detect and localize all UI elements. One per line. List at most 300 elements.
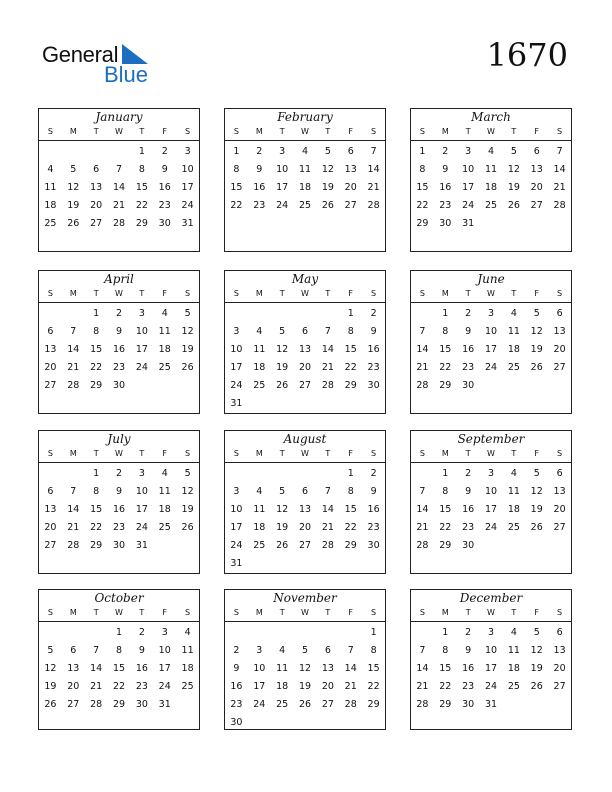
day-grid bbox=[411, 141, 571, 233]
day-cell bbox=[548, 215, 571, 233]
day-cell: 28 bbox=[321, 380, 334, 391]
day-cell: 27 bbox=[553, 681, 566, 692]
day-cell: 11 bbox=[276, 663, 289, 674]
day-cell bbox=[339, 395, 362, 413]
day-cell: 15 bbox=[439, 663, 452, 674]
month-november bbox=[224, 589, 386, 730]
weekday-header: M bbox=[255, 608, 263, 617]
day-cell: 30 bbox=[230, 717, 243, 728]
day-cell bbox=[62, 305, 85, 323]
weekday-header: M bbox=[441, 127, 449, 136]
day-cell: 11 bbox=[253, 504, 266, 515]
day-cell: 29 bbox=[439, 540, 452, 551]
day-cell bbox=[85, 624, 108, 642]
day-cell: 19 bbox=[276, 362, 289, 373]
day-cell: 2 bbox=[465, 627, 472, 638]
day-cell bbox=[548, 696, 571, 714]
day-cell bbox=[62, 143, 85, 161]
week-row bbox=[225, 696, 385, 714]
week-row bbox=[39, 143, 199, 161]
week-row bbox=[411, 678, 571, 696]
week-row bbox=[39, 642, 199, 660]
weekday-header: T bbox=[93, 449, 99, 458]
weekday-header: F bbox=[348, 449, 354, 458]
weekday-header-row bbox=[225, 126, 385, 141]
week-row bbox=[411, 642, 571, 660]
day-cell: 5 bbox=[510, 146, 517, 157]
day-cell: 11 bbox=[507, 326, 520, 337]
week-row bbox=[411, 483, 571, 501]
day-cell: 25 bbox=[158, 362, 171, 373]
week-row bbox=[225, 660, 385, 678]
week-row bbox=[39, 215, 199, 233]
day-cell: 7 bbox=[419, 326, 426, 337]
day-cell: 17 bbox=[181, 182, 194, 193]
day-cell bbox=[271, 714, 294, 732]
week-row bbox=[411, 660, 571, 678]
weekday-header: T bbox=[511, 608, 517, 617]
day-cell: 1 bbox=[138, 146, 145, 157]
day-cell: 17 bbox=[253, 681, 266, 692]
day-cell: 27 bbox=[553, 522, 566, 533]
weekday-header: S bbox=[419, 608, 425, 617]
day-cell: 22 bbox=[230, 200, 243, 211]
weekday-header: W bbox=[115, 608, 123, 617]
weekday-header: S bbox=[47, 449, 53, 458]
day-cell: 28 bbox=[553, 200, 566, 211]
day-cell: 5 bbox=[279, 326, 286, 337]
day-cell: 31 bbox=[135, 540, 148, 551]
day-cell: 17 bbox=[158, 663, 171, 674]
day-cell: 5 bbox=[301, 645, 309, 656]
day-cell: 15 bbox=[439, 504, 452, 515]
weekday-header: T bbox=[93, 608, 99, 617]
day-cell: 21 bbox=[344, 681, 357, 692]
day-cell: 27 bbox=[90, 218, 103, 229]
weekday-header: S bbox=[233, 289, 239, 298]
weekday-header: M bbox=[255, 449, 263, 458]
day-cell: 19 bbox=[298, 681, 312, 692]
weekday-header: T bbox=[511, 449, 517, 458]
day-cell: 20 bbox=[553, 344, 566, 355]
day-cell: 12 bbox=[181, 326, 194, 337]
week-row bbox=[39, 465, 199, 483]
day-cell: 18 bbox=[276, 681, 289, 692]
day-cell: 14 bbox=[344, 663, 357, 674]
month-april bbox=[38, 270, 200, 414]
day-cell: 12 bbox=[321, 164, 334, 175]
day-cell: 12 bbox=[507, 164, 520, 175]
flag-icon bbox=[122, 44, 148, 64]
week-row bbox=[39, 359, 199, 377]
day-cell: 14 bbox=[416, 344, 429, 355]
weekday-header: S bbox=[233, 127, 239, 136]
day-cell: 1 bbox=[442, 308, 449, 319]
day-cell: 23 bbox=[462, 362, 475, 373]
day-cell: 13 bbox=[344, 164, 357, 175]
day-cell bbox=[294, 465, 317, 483]
day-cell: 29 bbox=[439, 699, 452, 710]
day-cell: 7 bbox=[324, 486, 331, 497]
day-cell: 10 bbox=[230, 504, 243, 515]
day-cell: 16 bbox=[112, 344, 126, 355]
day-cell: 22 bbox=[439, 522, 452, 533]
weekday-header: S bbox=[371, 449, 377, 458]
day-grid bbox=[39, 622, 199, 714]
weekday-header: S bbox=[557, 289, 563, 298]
day-cell: 28 bbox=[416, 540, 429, 551]
week-row bbox=[225, 519, 385, 537]
weekday-header: W bbox=[115, 449, 123, 458]
day-cell: 21 bbox=[67, 522, 80, 533]
day-cell: 31 bbox=[230, 398, 243, 409]
day-cell bbox=[316, 555, 339, 573]
day-cell: 16 bbox=[112, 504, 126, 515]
day-cell: 20 bbox=[67, 681, 80, 692]
day-cell: 6 bbox=[533, 146, 540, 157]
day-cell: 2 bbox=[465, 308, 472, 319]
weekday-header: M bbox=[69, 127, 77, 136]
day-cell: 6 bbox=[301, 326, 309, 337]
day-cell: 30 bbox=[135, 699, 148, 710]
brand-word-blue: Blue bbox=[104, 62, 149, 87]
month-name: August bbox=[283, 432, 327, 446]
day-cell: 8 bbox=[442, 326, 449, 337]
day-cell: 14 bbox=[67, 504, 80, 515]
weekday-header: W bbox=[487, 289, 495, 298]
weekday-header: S bbox=[233, 608, 239, 617]
day-cell: 6 bbox=[93, 164, 100, 175]
weekday-header: T bbox=[279, 289, 285, 298]
day-cell bbox=[271, 465, 294, 483]
week-row bbox=[39, 483, 199, 501]
day-cell: 3 bbox=[256, 645, 263, 656]
day-cell: 26 bbox=[276, 380, 289, 391]
day-cell: 29 bbox=[439, 380, 452, 391]
day-cell: 7 bbox=[93, 645, 100, 656]
day-cell: 28 bbox=[367, 200, 380, 211]
weekday-header-row bbox=[411, 448, 571, 463]
day-cell: 17 bbox=[462, 182, 475, 193]
day-cell: 14 bbox=[321, 504, 334, 515]
day-cell: 13 bbox=[553, 326, 566, 337]
month-name: March bbox=[471, 110, 511, 124]
day-cell: 20 bbox=[44, 362, 57, 373]
day-cell: 31 bbox=[462, 218, 475, 229]
day-cell bbox=[316, 465, 339, 483]
day-grid bbox=[225, 303, 385, 413]
weekday-header: S bbox=[557, 127, 563, 136]
day-cell: 3 bbox=[487, 468, 495, 479]
day-cell: 29 bbox=[416, 218, 429, 229]
weekday-header: M bbox=[69, 289, 77, 298]
day-cell bbox=[225, 305, 248, 323]
day-cell bbox=[108, 143, 131, 161]
day-cell: 20 bbox=[344, 182, 357, 193]
day-cell: 25 bbox=[181, 681, 194, 692]
day-cell: 30 bbox=[462, 540, 475, 551]
day-cell: 30 bbox=[367, 540, 380, 551]
calendar-grid bbox=[38, 108, 576, 732]
day-cell: 15 bbox=[230, 182, 243, 193]
day-cell: 20 bbox=[298, 522, 312, 533]
day-cell: 2 bbox=[370, 468, 377, 479]
day-cell: 26 bbox=[181, 362, 194, 373]
month-name: December bbox=[459, 591, 523, 605]
day-cell: 19 bbox=[530, 344, 543, 355]
day-cell bbox=[39, 305, 62, 323]
day-cell: 24 bbox=[484, 522, 498, 533]
day-cell: 12 bbox=[530, 326, 543, 337]
day-cell: 25 bbox=[158, 522, 171, 533]
day-cell: 9 bbox=[370, 326, 377, 337]
day-cell: 28 bbox=[67, 380, 80, 391]
day-cell: 10 bbox=[484, 486, 498, 497]
day-cell: 19 bbox=[67, 200, 80, 211]
weekday-header: F bbox=[162, 449, 168, 458]
day-cell bbox=[316, 714, 339, 732]
day-cell: 16 bbox=[367, 344, 380, 355]
week-row bbox=[39, 197, 199, 215]
day-cell bbox=[525, 537, 548, 555]
day-cell bbox=[502, 377, 525, 395]
day-cell: 2 bbox=[161, 146, 168, 157]
day-grid bbox=[411, 463, 571, 555]
week-row bbox=[411, 501, 571, 519]
day-cell: 10 bbox=[253, 663, 266, 674]
week-row bbox=[225, 714, 385, 732]
weekday-header: M bbox=[441, 289, 449, 298]
day-cell: 11 bbox=[507, 486, 520, 497]
day-cell bbox=[39, 465, 62, 483]
weekday-header: M bbox=[255, 289, 263, 298]
day-cell: 3 bbox=[138, 468, 145, 479]
day-cell: 15 bbox=[367, 663, 380, 674]
day-cell: 23 bbox=[158, 200, 171, 211]
day-cell bbox=[411, 624, 434, 642]
week-row bbox=[411, 377, 571, 395]
day-cell: 12 bbox=[530, 486, 543, 497]
day-cell: 18 bbox=[253, 522, 266, 533]
day-cell: 13 bbox=[298, 504, 312, 515]
day-cell: 1 bbox=[115, 627, 123, 638]
day-cell: 15 bbox=[416, 182, 429, 193]
day-cell bbox=[316, 305, 339, 323]
day-cell: 18 bbox=[507, 663, 520, 674]
day-cell: 21 bbox=[416, 522, 429, 533]
day-cell: 10 bbox=[484, 645, 498, 656]
day-cell: 26 bbox=[530, 681, 543, 692]
weekday-header: W bbox=[115, 289, 123, 298]
day-cell: 19 bbox=[44, 681, 57, 692]
day-cell: 17 bbox=[484, 344, 498, 355]
weekday-header-row bbox=[39, 288, 199, 303]
week-row bbox=[225, 537, 385, 555]
month-october bbox=[38, 589, 200, 730]
day-cell: 26 bbox=[507, 200, 520, 211]
day-cell: 12 bbox=[44, 663, 57, 674]
day-cell: 1 bbox=[370, 627, 377, 638]
weekday-header: T bbox=[279, 127, 285, 136]
day-cell: 11 bbox=[507, 645, 520, 656]
day-cell bbox=[153, 377, 176, 395]
day-cell: 18 bbox=[44, 200, 57, 211]
brand-logo bbox=[42, 42, 162, 88]
day-cell: 18 bbox=[484, 182, 498, 193]
day-cell: 16 bbox=[135, 663, 148, 674]
month-march bbox=[410, 108, 572, 252]
day-cell: 11 bbox=[158, 486, 171, 497]
day-cell: 18 bbox=[158, 504, 171, 515]
day-cell: 6 bbox=[301, 486, 309, 497]
day-cell: 9 bbox=[161, 164, 168, 175]
day-cell: 14 bbox=[553, 164, 566, 175]
day-cell: 1 bbox=[347, 308, 354, 319]
day-cell: 19 bbox=[181, 504, 194, 515]
day-cell: 19 bbox=[507, 182, 520, 193]
day-grid bbox=[39, 141, 199, 233]
weekday-header: S bbox=[185, 127, 191, 136]
day-cell: 29 bbox=[367, 699, 380, 710]
day-cell: 17 bbox=[276, 182, 289, 193]
day-cell bbox=[271, 395, 294, 413]
day-cell bbox=[316, 395, 339, 413]
day-cell: 23 bbox=[462, 522, 475, 533]
day-cell: 18 bbox=[253, 362, 266, 373]
day-cell bbox=[362, 714, 385, 732]
day-cell bbox=[362, 555, 385, 573]
week-row bbox=[225, 161, 385, 179]
day-cell: 17 bbox=[135, 344, 148, 355]
weekday-header: S bbox=[233, 449, 239, 458]
day-cell: 10 bbox=[462, 164, 475, 175]
day-cell: 27 bbox=[298, 380, 312, 391]
month-january bbox=[38, 108, 200, 252]
month-august bbox=[224, 430, 386, 574]
day-cell: 5 bbox=[533, 468, 540, 479]
weekday-header: S bbox=[371, 608, 377, 617]
week-row bbox=[225, 197, 385, 215]
day-cell: 9 bbox=[138, 645, 145, 656]
day-cell: 12 bbox=[276, 504, 289, 515]
day-cell: 6 bbox=[556, 627, 563, 638]
weekday-header: T bbox=[93, 127, 99, 136]
day-cell: 11 bbox=[484, 164, 498, 175]
day-cell: 8 bbox=[138, 164, 145, 175]
month-name: May bbox=[291, 272, 319, 286]
day-cell: 19 bbox=[321, 182, 334, 193]
weekday-header: W bbox=[301, 608, 309, 617]
weekday-header: T bbox=[279, 608, 285, 617]
day-cell: 14 bbox=[416, 663, 429, 674]
weekday-header: M bbox=[441, 608, 449, 617]
month-name: June bbox=[477, 272, 505, 286]
day-cell: 7 bbox=[419, 645, 426, 656]
week-row bbox=[39, 660, 199, 678]
day-cell: 7 bbox=[324, 326, 331, 337]
week-row bbox=[411, 197, 571, 215]
weekday-header-row bbox=[225, 607, 385, 622]
day-grid bbox=[225, 141, 385, 215]
day-cell: 22 bbox=[90, 362, 103, 373]
week-row bbox=[39, 678, 199, 696]
weekday-header-row bbox=[411, 288, 571, 303]
day-cell: 25 bbox=[484, 200, 498, 211]
week-row bbox=[39, 341, 199, 359]
day-cell: 27 bbox=[530, 200, 543, 211]
day-cell: 28 bbox=[321, 540, 334, 551]
day-cell: 20 bbox=[530, 182, 543, 193]
week-row bbox=[411, 179, 571, 197]
day-cell bbox=[62, 465, 85, 483]
day-cell: 2 bbox=[115, 468, 123, 479]
day-cell: 11 bbox=[298, 164, 312, 175]
day-cell: 25 bbox=[44, 218, 57, 229]
day-cell: 8 bbox=[370, 645, 377, 656]
day-cell: 23 bbox=[112, 362, 126, 373]
day-cell: 4 bbox=[256, 486, 263, 497]
day-cell bbox=[271, 624, 294, 642]
day-cell: 21 bbox=[367, 182, 380, 193]
day-cell: 18 bbox=[507, 344, 520, 355]
day-cell bbox=[339, 624, 362, 642]
day-cell: 3 bbox=[487, 627, 495, 638]
weekday-header: M bbox=[69, 608, 77, 617]
day-cell: 11 bbox=[158, 326, 171, 337]
weekday-header: F bbox=[348, 608, 354, 617]
day-cell bbox=[362, 395, 385, 413]
weekday-header-row bbox=[39, 607, 199, 622]
day-cell: 24 bbox=[135, 362, 148, 373]
day-cell: 24 bbox=[484, 681, 498, 692]
day-cell: 11 bbox=[253, 344, 266, 355]
weekday-header: S bbox=[557, 608, 563, 617]
weekday-header: F bbox=[534, 449, 540, 458]
day-cell: 10 bbox=[484, 326, 498, 337]
month-name: January bbox=[95, 110, 143, 124]
day-cell: 3 bbox=[184, 146, 191, 157]
day-cell: 4 bbox=[256, 326, 263, 337]
day-cell: 11 bbox=[44, 182, 57, 193]
day-cell bbox=[271, 555, 294, 573]
day-cell: 9 bbox=[115, 326, 123, 337]
day-cell: 1 bbox=[233, 146, 240, 157]
day-cell bbox=[502, 215, 525, 233]
day-cell: 2 bbox=[465, 468, 472, 479]
day-cell: 25 bbox=[507, 362, 520, 373]
week-row bbox=[225, 642, 385, 660]
day-cell: 21 bbox=[321, 362, 334, 373]
day-cell: 23 bbox=[367, 362, 380, 373]
day-cell: 21 bbox=[321, 522, 334, 533]
day-cell: 30 bbox=[462, 380, 475, 391]
day-cell: 13 bbox=[90, 182, 103, 193]
day-cell bbox=[225, 624, 248, 642]
day-cell: 25 bbox=[276, 699, 289, 710]
day-cell: 16 bbox=[462, 344, 475, 355]
week-row bbox=[225, 501, 385, 519]
day-cell: 2 bbox=[442, 146, 449, 157]
day-cell: 22 bbox=[416, 200, 429, 211]
day-cell: 9 bbox=[442, 164, 449, 175]
weekday-header: T bbox=[139, 449, 145, 458]
day-cell: 30 bbox=[439, 218, 452, 229]
day-cell: 24 bbox=[484, 362, 498, 373]
day-cell: 16 bbox=[253, 182, 266, 193]
day-cell: 25 bbox=[253, 380, 266, 391]
day-cell: 28 bbox=[67, 540, 80, 551]
day-cell: 23 bbox=[439, 200, 452, 211]
